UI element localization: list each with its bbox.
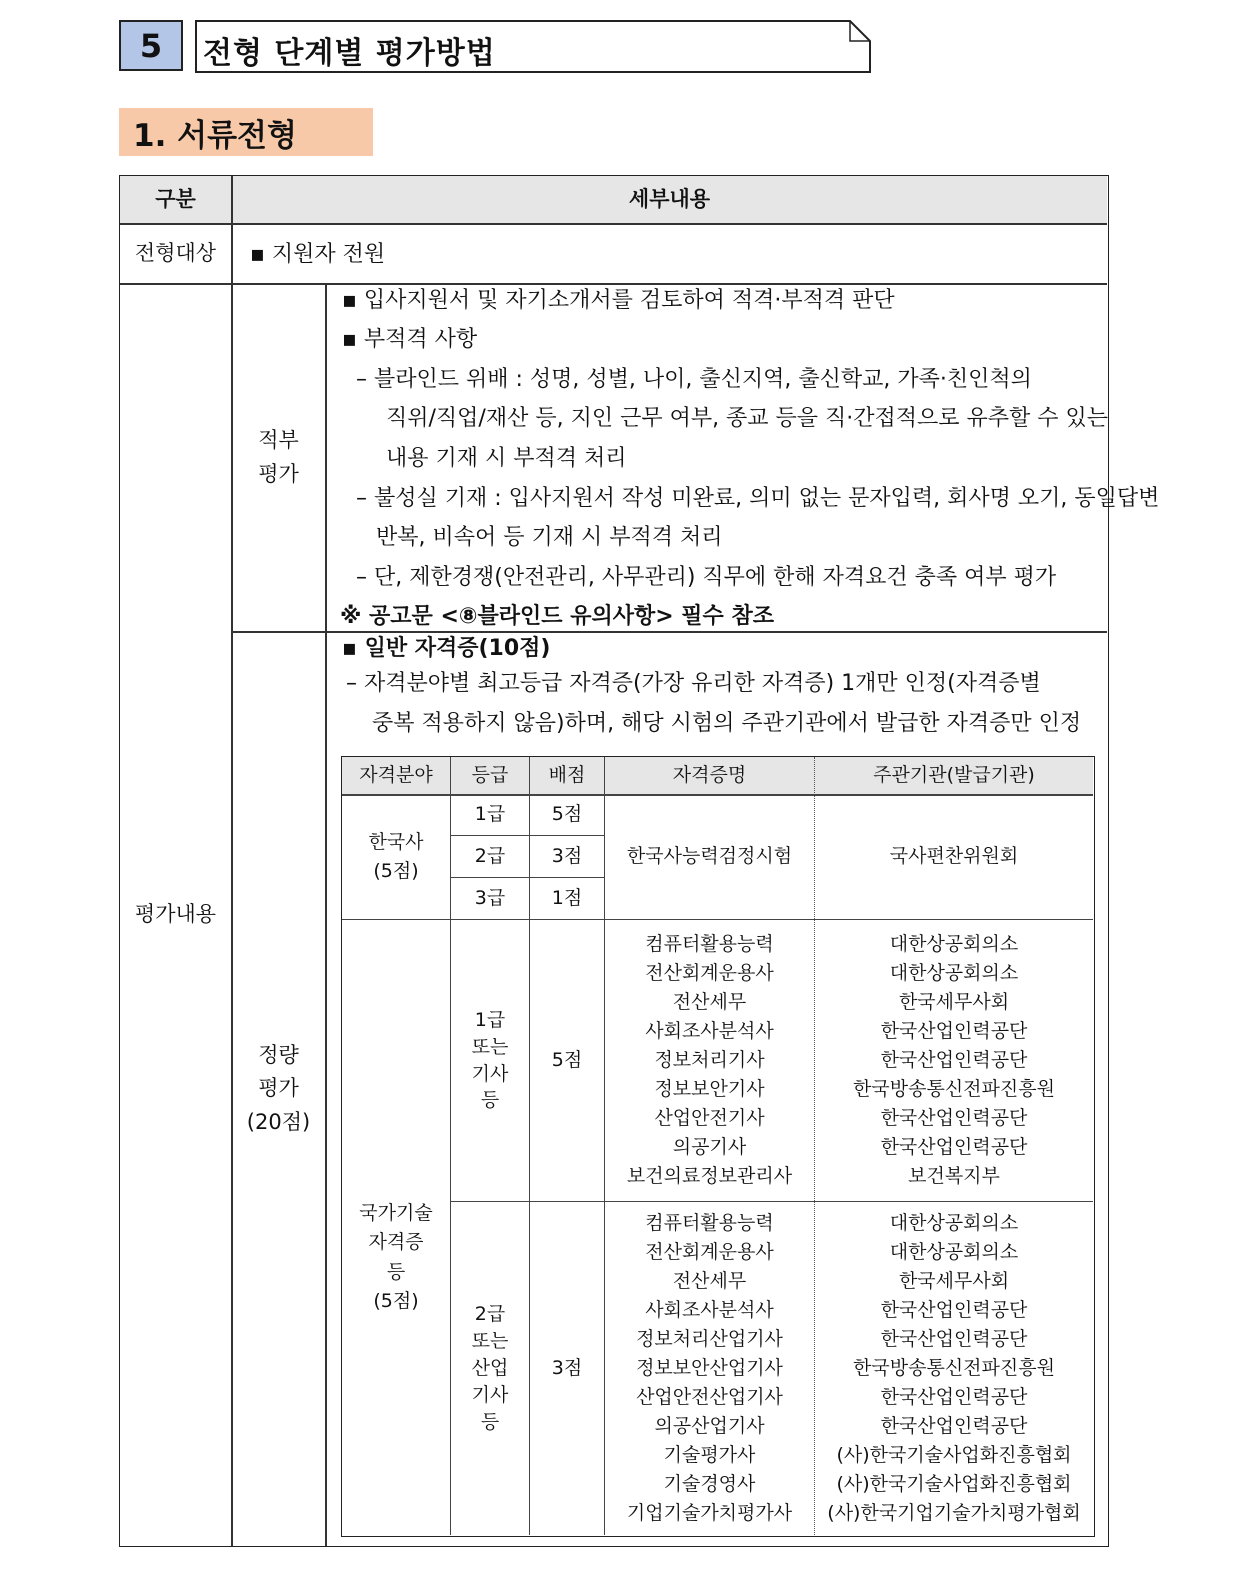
list-item: 기업기술가치평가사 (626, 1502, 793, 1524)
group1-grade: 1급 또는 기사 등 (471, 1008, 509, 1112)
target-text: ▪ 지원자 전원 (250, 242, 386, 267)
list-item: 한국산업인력공단 (880, 1049, 1028, 1071)
list-item: 기술평가사 (663, 1444, 756, 1466)
list-item: 의공산업기사 (654, 1415, 765, 1437)
group2-cert-list (605, 1202, 814, 1535)
cert-header-grade: 등급 (471, 763, 509, 786)
list-item: 한국산업인력공단 (880, 1136, 1028, 1158)
list-item: 전산세무 (672, 991, 747, 1013)
list-item: 컴퓨터활용능력 (645, 933, 774, 955)
list-item: 보건복지부 (908, 1165, 1000, 1187)
quant-label: 정량 평가 (20점) (246, 1042, 311, 1134)
list-item: 한국세무사회 (898, 1270, 1010, 1292)
history-cert-name: 한국사능력검정시험 (626, 845, 793, 868)
list-item: 산업안전산업기사 (636, 1386, 783, 1408)
list-item: 의공기사 (672, 1136, 747, 1158)
list-item: 대한상공회의소 (889, 933, 1019, 955)
list-item: 전산회계운용사 (645, 962, 774, 984)
list-item: 기술경영사 (663, 1473, 756, 1495)
list-item: (사)한국기술사업화진흥협회 (836, 1444, 1072, 1466)
history-grade-1: 1급 (474, 803, 506, 826)
history-field: 한국사 (5점) (368, 830, 424, 882)
aptitude-line-4: 직위/직업/재산 등, 지인 근무 여부, 종교 등을 직·간접적으로 유추할 수 있는 (386, 406, 1109, 431)
list-item: (사)한국기술사업화진흥협회 (836, 1473, 1072, 1495)
group1-cert-list (605, 920, 814, 1201)
list-item: 한국산업인력공단 (880, 1386, 1028, 1408)
aptitude-note: ※ 공고문 <⑧블라인드 유의사항> 필수 참조 (340, 604, 774, 629)
list-item: 산업안전기사 (654, 1107, 765, 1129)
quant-desc-1: – 자격분야별 최고등급 자격증(가장 유리한 자격증) 1개만 인정(자격증별 (346, 671, 1041, 696)
quant-desc-2: 중복 적용하지 않음)하며, 해당 시험의 주관기관에서 발급한 자격증만 인정 (372, 711, 1082, 736)
aptitude-label: 적부 평가 (258, 427, 299, 486)
aptitude-line-2: ▪ 부적격 사항 (342, 327, 478, 352)
cert-header-score: 배점 (548, 763, 586, 786)
history-score-2: 3점 (551, 844, 583, 867)
aptitude-line-1: ▪ 입사지원서 및 자기소개서를 검토하여 적격·부적격 판단 (342, 288, 895, 313)
history-score-3: 1점 (551, 886, 583, 909)
list-item: 정보보안산업기사 (636, 1357, 783, 1379)
aptitude-line-3: – 블라인드 위배 : 성명, 성별, 나이, 출신지역, 출신학교, 가족·친인척의 (356, 367, 1032, 392)
list-item: 한국산업인력공단 (880, 1299, 1028, 1321)
aptitude-line-7: 반복, 비속어 등 기재 시 부적격 처리 (376, 525, 723, 550)
group2-score: 3점 (551, 1356, 583, 1379)
cert-header-field: 자격분야 (359, 763, 433, 786)
list-item: (사)한국기업기술가치평가협회 (827, 1502, 1081, 1524)
certificate-table (341, 756, 1095, 1537)
list-item: 한국세무사회 (898, 991, 1010, 1013)
list-item: 전산세무 (672, 1270, 747, 1292)
list-item: 한국산업인력공단 (880, 1415, 1028, 1437)
history-agency: 국사편찬위원회 (889, 845, 1019, 868)
list-item: 한국산업인력공단 (880, 1020, 1028, 1042)
target-label: 전형대상 (134, 240, 217, 265)
cert-header-name: 자격증명 (672, 763, 747, 786)
national-field: 국가기술 자격증 등 (5점) (359, 1201, 433, 1312)
list-item: 한국산업인력공단 (880, 1107, 1028, 1129)
list-item: 대한상공회의소 (889, 1212, 1019, 1234)
history-score-1: 5점 (551, 803, 583, 826)
list-item: 전산회계운용사 (645, 1241, 774, 1263)
header-category: 구분 (155, 186, 196, 211)
list-item: 한국방송통신전파진흥원 (853, 1078, 1055, 1100)
group2-grade: 2급 또는 산업 기사 등 (471, 1303, 509, 1433)
list-item: 정보보안기사 (654, 1078, 765, 1100)
group1-agency-list (815, 920, 1093, 1201)
list-item: 대한상공회의소 (889, 1241, 1019, 1263)
subsection-title: 1. 서류전형 (119, 108, 373, 156)
cert-header-agency: 주관기관(발급기관) (873, 763, 1035, 786)
section-title-box (195, 20, 871, 73)
list-item: 사회조사분석사 (645, 1020, 774, 1042)
aptitude-line-5: 내용 기재 시 부적격 처리 (386, 446, 627, 471)
section-title: 전형 단계별 평가방법 (203, 36, 496, 71)
group2-agency-list (815, 1202, 1093, 1535)
list-item: 정보처리기사 (654, 1049, 765, 1071)
eval-label: 평가내용 (134, 902, 217, 927)
header-details: 세부내용 (628, 186, 711, 211)
list-item: 사회조사분석사 (645, 1299, 774, 1321)
group1-score: 5점 (551, 1048, 583, 1071)
list-item: 컴퓨터활용능력 (645, 1212, 774, 1234)
history-grade-2: 2급 (474, 844, 506, 867)
list-item: 보건의료정보관리사 (626, 1165, 793, 1187)
quant-heading: ▪ 일반 자격증(10점) (342, 636, 551, 661)
list-item: 한국산업인력공단 (880, 1328, 1028, 1350)
list-item: 대한상공회의소 (889, 962, 1019, 984)
section-number: 5 (119, 20, 183, 71)
aptitude-line-8: – 단, 제한경쟁(안전관리, 사무관리) 직무에 한해 자격요건 충족 여부 평가 (356, 565, 1057, 590)
list-item: 한국방송통신전파진흥원 (853, 1357, 1055, 1379)
aptitude-line-6: – 불성실 기재 : 입사지원서 작성 미완료, 의미 없는 문자입력, 회사명 오기, 동일답변 (356, 486, 1160, 511)
history-grade-3: 3급 (474, 886, 506, 909)
list-item: 정보처리산업기사 (636, 1328, 783, 1350)
